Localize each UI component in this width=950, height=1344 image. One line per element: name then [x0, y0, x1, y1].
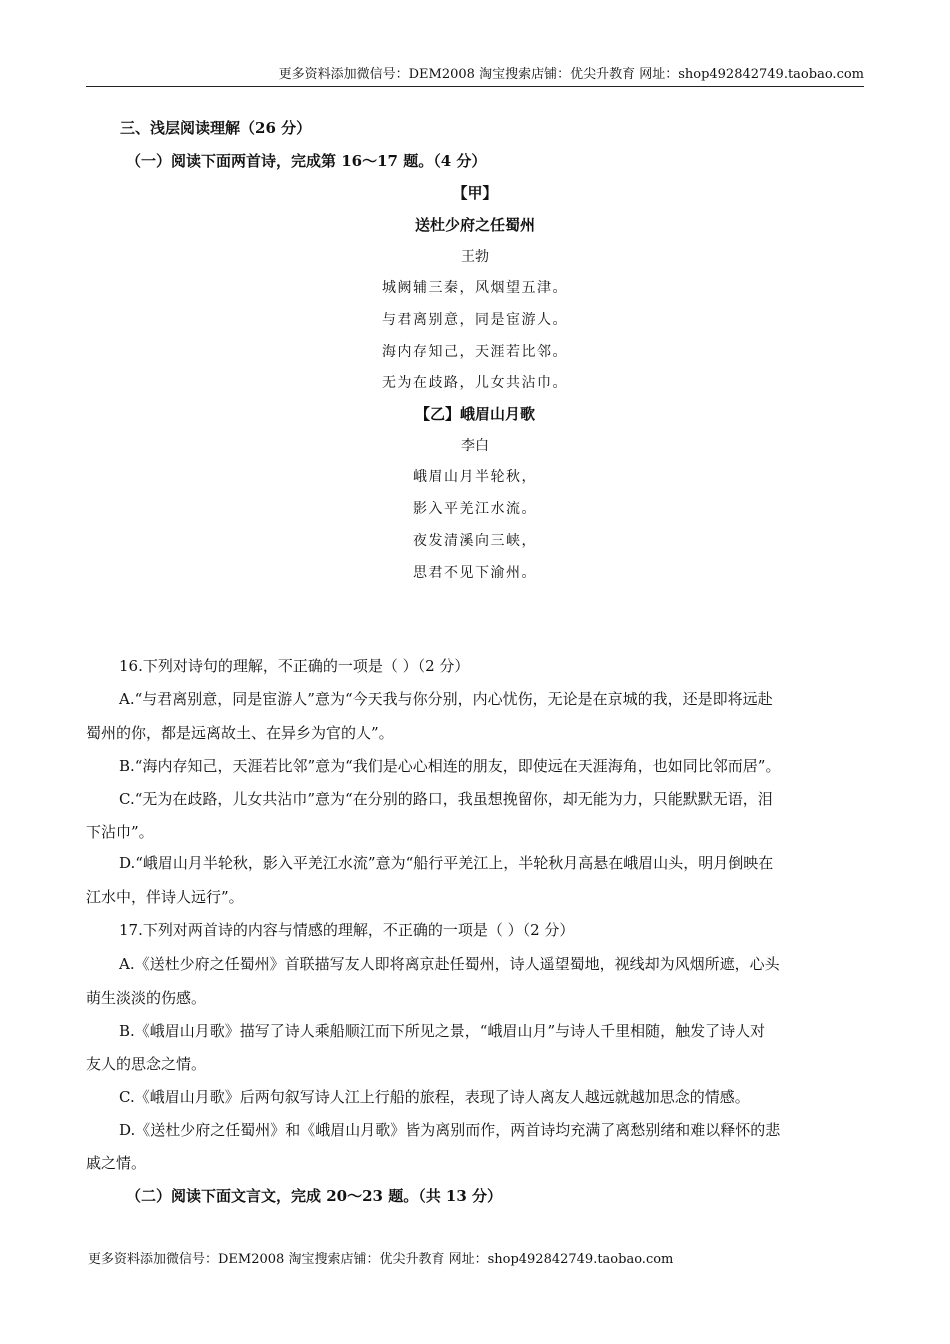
page-header: 更多资料添加微信号：DEM2008 淘宝搜索店铺：优尖升教育 网址：shop492842749.taobao.com: [278, 67, 864, 82]
page-footer: 更多资料添加微信号：DEM2008 淘宝搜索店铺：优尖升教育 网址：shop492842749.taobao.com: [88, 1252, 674, 1267]
q17-option-d-cont: 戚之情。: [86, 1154, 147, 1172]
q16-option-c: C.“无为在歧路，儿女共沾巾”意为“在分别的路口，我虽想挽留你，却无能为力，只能默默无语，泪: [119, 790, 773, 808]
part2-title: （二）阅读下面文言文，完成 20～23 题。（共 13 分）: [126, 1187, 503, 1205]
q16-option-a: A.“与君离别意，同是宦游人”意为“今天我与你分别，内心忧伤，无论是在京城的我，还是即将远赴: [119, 690, 773, 708]
question-16-stem: 16.下列对诗句的理解，不正确的一项是（ ）（2 分）: [119, 657, 470, 675]
poem-a-line: 无为在歧路，儿女共沾巾。: [382, 375, 568, 391]
q16-option-d: D.“峨眉山月半轮秋，影入平羌江水流”意为“船行平羌江上，半轮秋月高悬在峨眉山头，明月倒映在: [119, 854, 774, 872]
q17-option-b: B.《峨眉山月歌》描写了诗人乘船顺江而下所见之景，“峨眉山月”与诗人千里相随，触发了诗人对: [119, 1022, 766, 1040]
q17-option-b-cont: 友人的思念之情。: [86, 1055, 207, 1073]
poem-b-line: 峨眉山月半轮秋，: [413, 469, 537, 485]
question-17-stem: 17.下列对两首诗的内容与情感的理解，不正确的一项是（ ）（2 分）: [119, 921, 575, 939]
poem-b-title: 【乙】峨眉山月歌: [414, 405, 535, 423]
poem-b-line: 夜发清溪向三峡，: [413, 533, 537, 549]
q17-option-d: D.《送杜少府之任蜀州》和《峨眉山月歌》皆为离别而作，两首诗均充满了离愁别绪和难以释怀的悲: [119, 1121, 781, 1139]
poem-a-line: 海内存知己，天涯若比邻。: [382, 344, 568, 360]
poem-a-line: 城阙辅三秦，风烟望五津。: [382, 280, 568, 296]
q16-option-b: B.“海内存知己，天涯若比邻”意为“我们是心心相连的朋友，即使远在天涯海角，也如同比邻而居”。: [119, 757, 781, 775]
q17-option-a-cont: 萌生淡淡的伤感。: [86, 989, 207, 1007]
part1-title: （一）阅读下面两首诗，完成第 16～17 题。（4 分）: [126, 152, 487, 170]
poem-a-author: 王勃: [461, 249, 489, 265]
poem-b-line: 影入平羌江水流。: [413, 501, 537, 517]
q16-option-d-cont: 江水中，伴诗人远行”。: [86, 888, 244, 906]
section-title: 三、浅层阅读理解（26 分）: [120, 119, 312, 137]
poem-a-title: 送杜少府之任蜀州: [414, 216, 535, 234]
q16-option-c-cont: 下沾巾”。: [86, 823, 154, 841]
q16-option-a-cont: 蜀州的你，都是远离故土、在异乡为官的人”。: [86, 724, 394, 742]
poem-b-author: 李白: [461, 438, 489, 454]
poem-a-line: 与君离别意，同是宦游人。: [382, 312, 568, 328]
q17-option-a: A.《送杜少府之任蜀州》首联描写友人即将离京赴任蜀州，诗人遥望蜀地，视线却为风烟所遮，心头: [119, 955, 780, 973]
poem-a-label: 【甲】: [452, 184, 498, 202]
poem-b-line: 思君不见下渝州。: [413, 565, 537, 581]
q17-option-c: C.《峨眉山月歌》后两句叙写诗人江上行船的旅程，表现了诗人离友人越远就越加思念的情感。: [119, 1088, 750, 1106]
header-divider: [86, 86, 864, 87]
